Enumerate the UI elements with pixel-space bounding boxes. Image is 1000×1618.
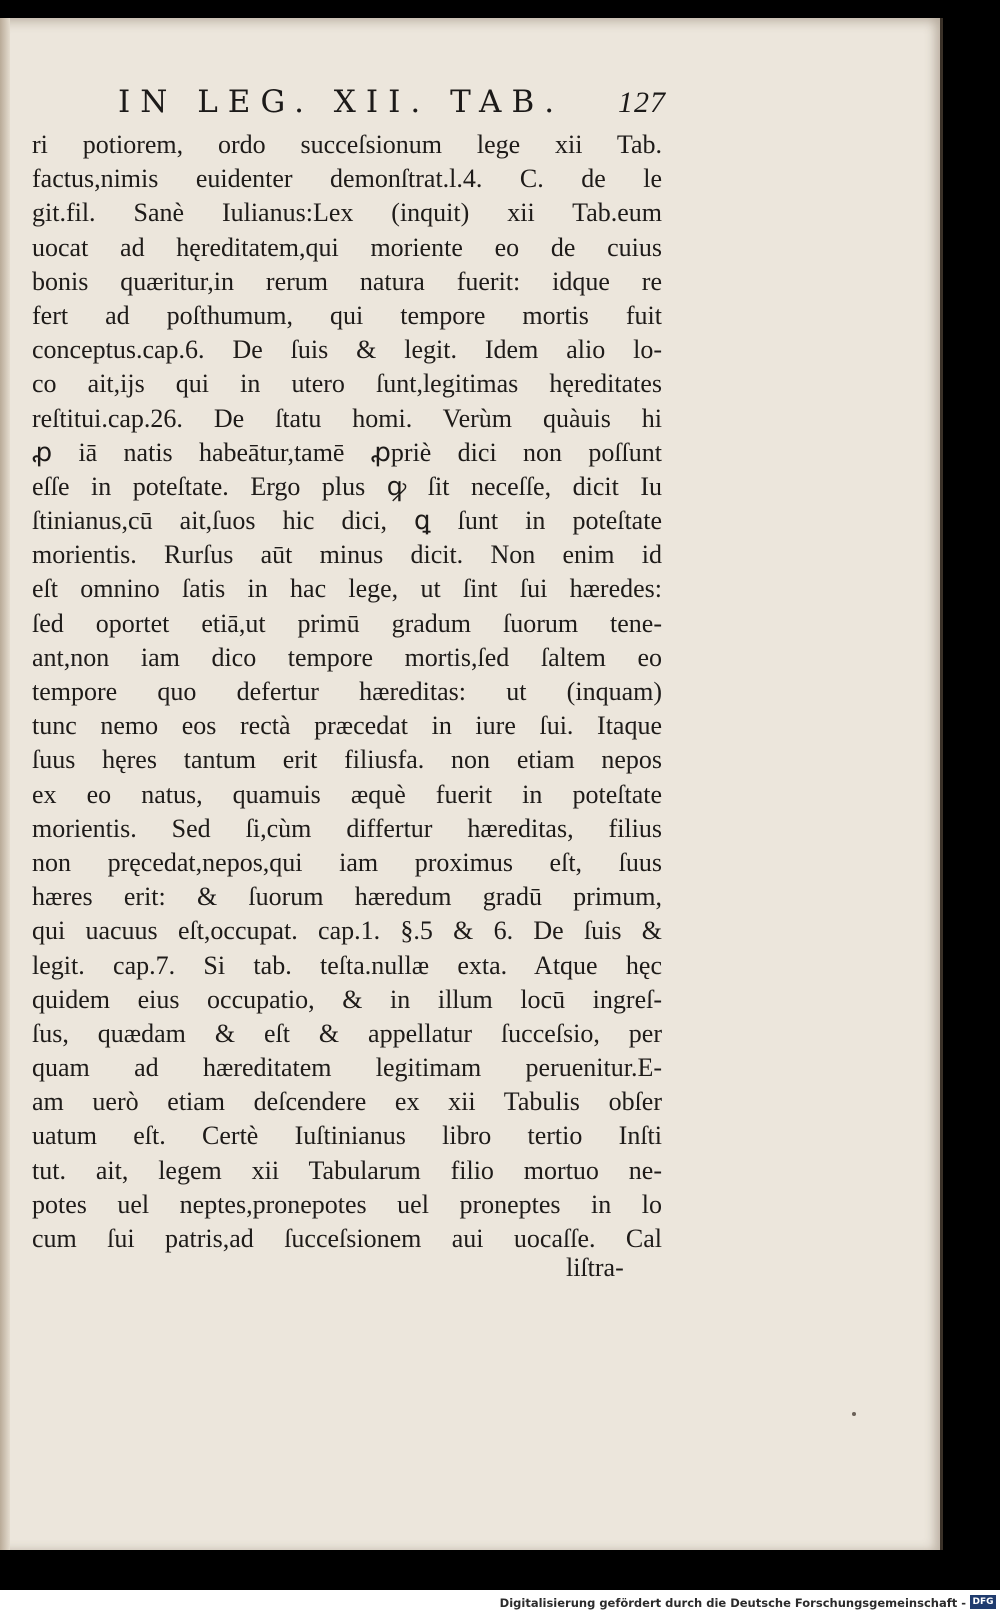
footer-bar <box>0 1590 1000 1618</box>
text-line: uocat ad hęreditatem,qui moriente eo de cuius <box>32 232 662 262</box>
text-line: reſtitui.cap.26. De ſtatu homi. Verùm quàuis hi <box>32 403 662 433</box>
dfg-logo-icon: DFG <box>970 1595 996 1609</box>
running-head: IN LEG. XII. TAB. <box>118 84 565 120</box>
catchword: liſtra- <box>566 1253 624 1282</box>
text-line: ſuus hęres tantum erit filiusfa. non etiam nepos <box>32 745 662 775</box>
text-line: hæres erit: & ſuorum hæredum gradū primum, <box>32 882 662 912</box>
text-line: conceptus.cap.6. De ſuis & legit. Idem alio lo- <box>32 335 662 365</box>
text-line: git.fil. Sanè Iulianus:Lex (inquit) xii Tab.eum <box>32 198 662 228</box>
body-text <box>32 128 662 1256</box>
page-number: 127 <box>618 86 666 119</box>
text-line: ꝓ iā natis habeātur,tamē ꝓpriè dici non poſſunt <box>32 437 662 467</box>
paper-speck <box>852 1412 856 1416</box>
text-line: fert ad poſthumum, qui tempore mortis fuit <box>32 300 662 330</box>
text-line: ſus, quædam & eſt & appellatur ſucceſsio, per <box>32 1018 662 1048</box>
text-line: uatum eſt. Certè Iuſtinianus libro tertio Inſti <box>32 1121 662 1151</box>
text-line: non pręcedat,nepos,qui iam proximus eſt, ſuus <box>32 847 662 877</box>
text-line: factus,nimis euidenter demonſtrat.l.4. C. de le <box>32 164 662 194</box>
text-line: potes uel neptes,pronepotes uel proneptes in lo <box>32 1189 662 1219</box>
text-line: eſſe in poteſtate. Ergo plus ꝙ ſit neceſſe, dicit Iu <box>32 471 662 501</box>
text-line: co ait,ijs qui in utero ſunt,legitimas hęreditates <box>32 369 662 399</box>
digitization-credit: Digitalisierung gefördert durch die Deutsche Forschungsgemeinschaft - <box>499 1596 966 1610</box>
text-line: ri potiorem, ordo succeſsionum lege xii Tab. <box>32 130 662 159</box>
text-line: cum ſui patris,ad ſucceſsionem aui uocaſſe. Cal <box>32 1224 662 1253</box>
text-line: tunc nemo eos rectà præcedat in iure ſui. Itaque <box>32 711 662 741</box>
text-line: tempore quo defertur hæreditas: ut (inquam) <box>32 677 662 706</box>
text-line: am uerò etiam deſcendere ex xii Tabulis obſer <box>32 1087 662 1117</box>
text-line: legit. cap.7. Si tab. teſta.nullæ exta. Atque hęc <box>32 950 662 980</box>
text-line: quidem eius occupatio, & in illum locū ingreſ- <box>32 984 662 1014</box>
text-line: ſtinianus,cū ait,ſuos hic dici, ꝗ ſunt in poteſtate <box>32 506 662 536</box>
page-header <box>118 84 666 124</box>
text-line: quam ad hæreditatem legitimam peruenitur.E- <box>32 1053 662 1083</box>
text-line: eſt omnino ſatis in hac lege, ut ſint ſui hæredes: <box>32 574 662 604</box>
text-line: bonis quæritur,in rerum natura fuerit: idque re <box>32 266 662 296</box>
text-line: qui uacuus eſt,occupat. cap.1. §.5 & 6. De ſuis & <box>32 916 662 946</box>
text-line: morientis. Sed ſi,cùm differtur hæreditas, filius <box>32 813 662 843</box>
text-line: tut. ait, legem xii Tabularum filio mortuo ne- <box>32 1155 662 1185</box>
text-line: ex eo natus, quamuis æquè fuerit in poteſtate <box>32 779 662 809</box>
text-line: morientis. Rurſus aūt minus dicit. Non enim id <box>32 540 662 570</box>
text-line: ſed oportet etiā,ut primū gradum ſuorum tene- <box>32 608 662 638</box>
page-gutter <box>0 18 10 1550</box>
text-line: ant,non iam dico tempore mortis,ſed ſaltem eo <box>32 642 662 672</box>
